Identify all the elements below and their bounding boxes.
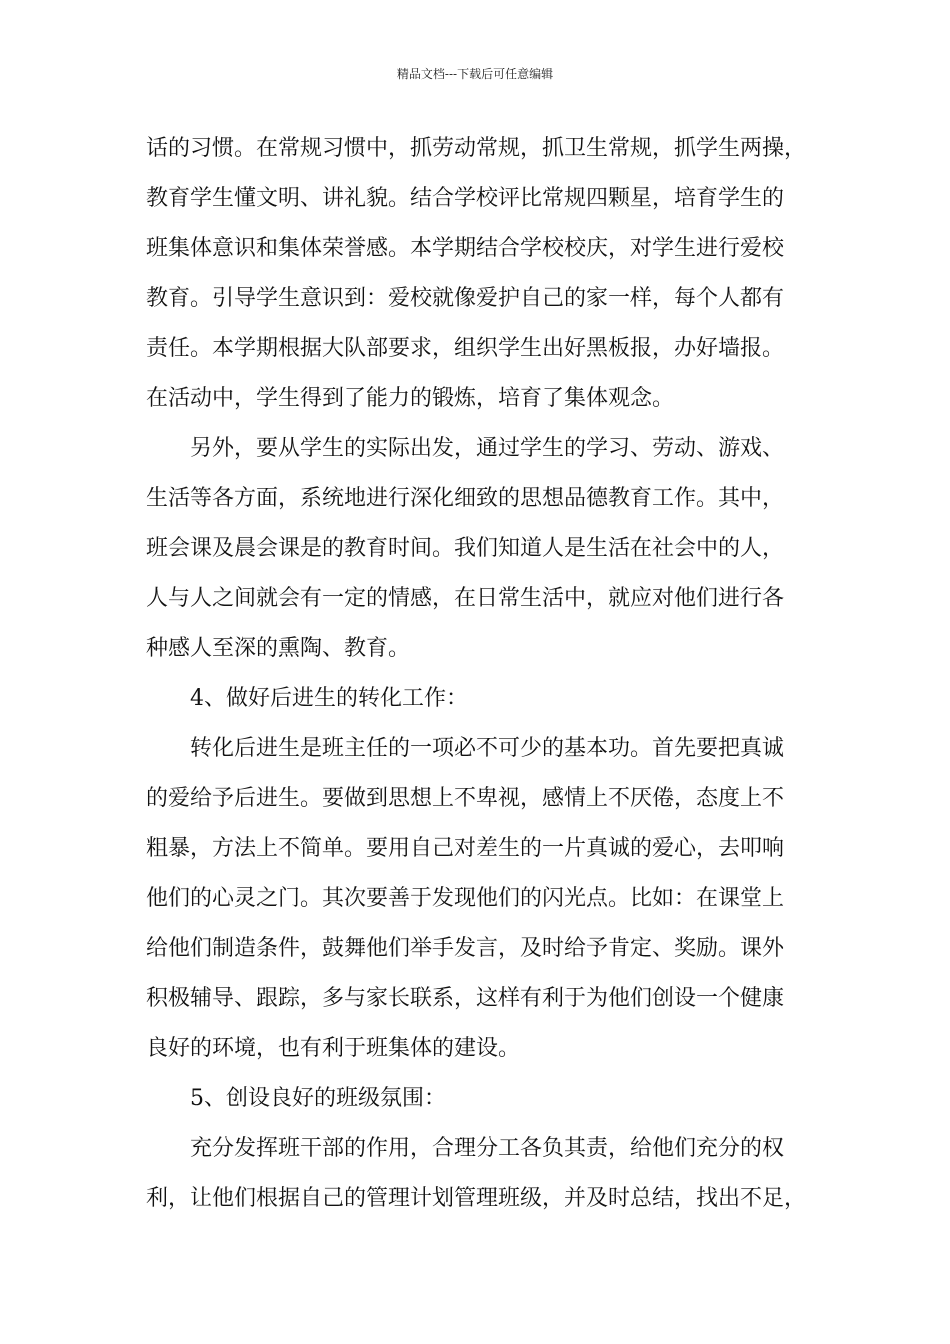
text-line: 班会课及晨会课是的教育时间。我们知道人是生活在社会中的人， [146, 536, 785, 561]
paragraph-first-line: 充分发挥班干部的作用，合理分工各负其责，给他们充分的权 [190, 1136, 785, 1161]
text-line: 教育。引导学生意识到：爱校就像爱护自己的家一样，每个人都有 [146, 286, 785, 311]
text-line: 种感人至深的熏陶、教育。 [146, 636, 411, 661]
text-line: 在活动中，学生得到了能力的锻炼，培育了集体观念。 [146, 386, 675, 411]
document-body [146, 124, 836, 1224]
text-line: 责任。本学期根据大队部要求，组织学生出好黑板报，办好墙报。 [146, 336, 785, 361]
text-line: 他们的心灵之门。其次要善于发现他们的闪光点。比如：在课堂上 [146, 886, 785, 911]
text-line: 粗暴，方法上不简单。要用自己对差生的一片真诚的爱心，去叩响 [146, 836, 785, 861]
text-line: 人与人之间就会有一定的情感，在日常生活中，就应对他们进行各 [146, 586, 785, 611]
text-line: 教育学生懂文明、讲礼貌。结合学校评比常规四颗星，培育学生的 [146, 186, 785, 211]
text-line: 话的习惯。在常规习惯中，抓劳动常规，抓卫生常规，抓学生两操， [146, 136, 807, 161]
section-heading: 5、创设良好的班级氛围： [190, 1086, 446, 1111]
text-line: 给他们制造条件，鼓舞他们举手发言，及时给予肯定、奖励。课外 [146, 936, 785, 961]
page-header: 精品文档---下载后可任意编辑 [396, 67, 554, 81]
paragraph-first-line: 另外，要从学生的实际出发，通过学生的学习、劳动、游戏、 [190, 436, 785, 461]
section-heading: 4、做好后进生的转化工作： [190, 686, 468, 711]
text-line: 利，让他们根据自己的管理计划管理班级，并及时总结，找出不足， [146, 1186, 807, 1211]
paragraph-first-line: 转化后进生是班主任的一项必不可少的基本功。首先要把真诚 [190, 736, 785, 761]
text-line: 的爱给予后进生。要做到思想上不卑视，感情上不厌倦，态度上不 [146, 786, 785, 811]
text-line: 班集体意识和集体荣誉感。本学期结合学校校庆，对学生进行爱校 [146, 236, 785, 261]
text-line: 生活等各方面，系统地进行深化细致的思想品德教育工作。其中， [146, 486, 785, 511]
text-line: 良好的环境，也有利于班集体的建设。 [146, 1036, 521, 1061]
text-line: 积极辅导、跟踪，多与家长联系，这样有利于为他们创设一个健康 [146, 986, 785, 1011]
